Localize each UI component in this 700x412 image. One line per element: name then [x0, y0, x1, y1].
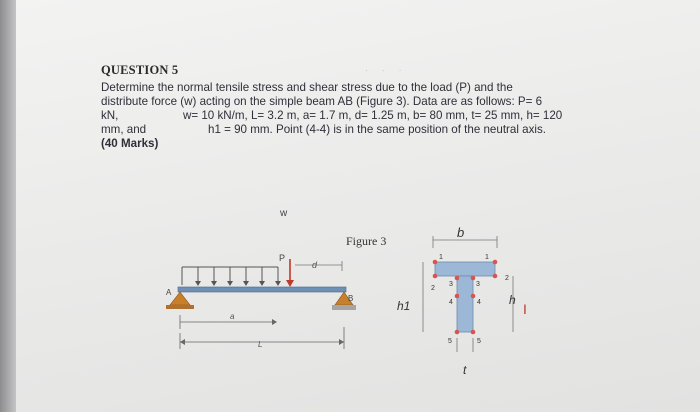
- section-web: [457, 276, 473, 332]
- d-label: d: [312, 260, 318, 270]
- pt5-right: 5: [477, 338, 481, 345]
- section-flange: [435, 262, 495, 276]
- h-label: h: [509, 293, 516, 307]
- question-line-2: distribute force (w) acting on the simple beam AB (Figure 3). Data are as follows: P= 6: [101, 95, 543, 108]
- pt1-left: 1: [439, 254, 443, 261]
- pt4-left: 4: [449, 299, 453, 306]
- question-marks: (40 Marks): [101, 137, 159, 150]
- b-support-label: B: [348, 294, 354, 303]
- a-dimension-label: a: [230, 312, 235, 321]
- pt3-left: 3: [449, 281, 453, 288]
- question-line-3b: w= 10 kN/m, L= 3.2 m, a= 1.7 m, d= 1.25 m, b= 80 mm, t= 25 mm, h= 120: [183, 109, 563, 122]
- b-label: b: [457, 225, 465, 240]
- pt2-right: 2: [505, 275, 509, 282]
- pt3-right: 3: [476, 281, 480, 288]
- pt5-left: 5: [448, 338, 452, 345]
- question-heading: QUESTION 5: [101, 63, 179, 77]
- question-line-1: Determine the normal tensile stress and shear stress due to the load (P) and the: [101, 81, 513, 94]
- question-line-3a: kN,: [101, 109, 119, 122]
- pt1-right: 1: [485, 254, 489, 261]
- support-a: [170, 292, 190, 305]
- beam: [178, 287, 346, 292]
- figure-caption: Figure 3: [346, 234, 387, 248]
- a-support-label: A: [166, 288, 172, 297]
- p-label: P: [279, 253, 286, 263]
- question-line-4b: h1 = 90 mm. Point (4-4) is in the same position of the neutral axis.: [208, 123, 546, 136]
- t-label: t: [463, 363, 467, 377]
- load-arrowheads: [195, 281, 281, 286]
- point-load-arrowhead: [286, 280, 294, 287]
- beam-diagram: [160, 245, 360, 355]
- neutral-axis-marker: I: [523, 301, 527, 317]
- w-label: w: [280, 208, 288, 219]
- screen-left-edge: [0, 0, 16, 412]
- scan-artifact: · · ·: [365, 66, 408, 75]
- question-line-4a: mm, and: [101, 123, 147, 136]
- pt4-right: 4: [477, 299, 481, 306]
- cross-section-diagram: [395, 222, 545, 382]
- pt2-left: 2: [431, 285, 435, 292]
- l-dimension-label: L: [258, 340, 263, 349]
- h1-label: h1: [397, 299, 411, 313]
